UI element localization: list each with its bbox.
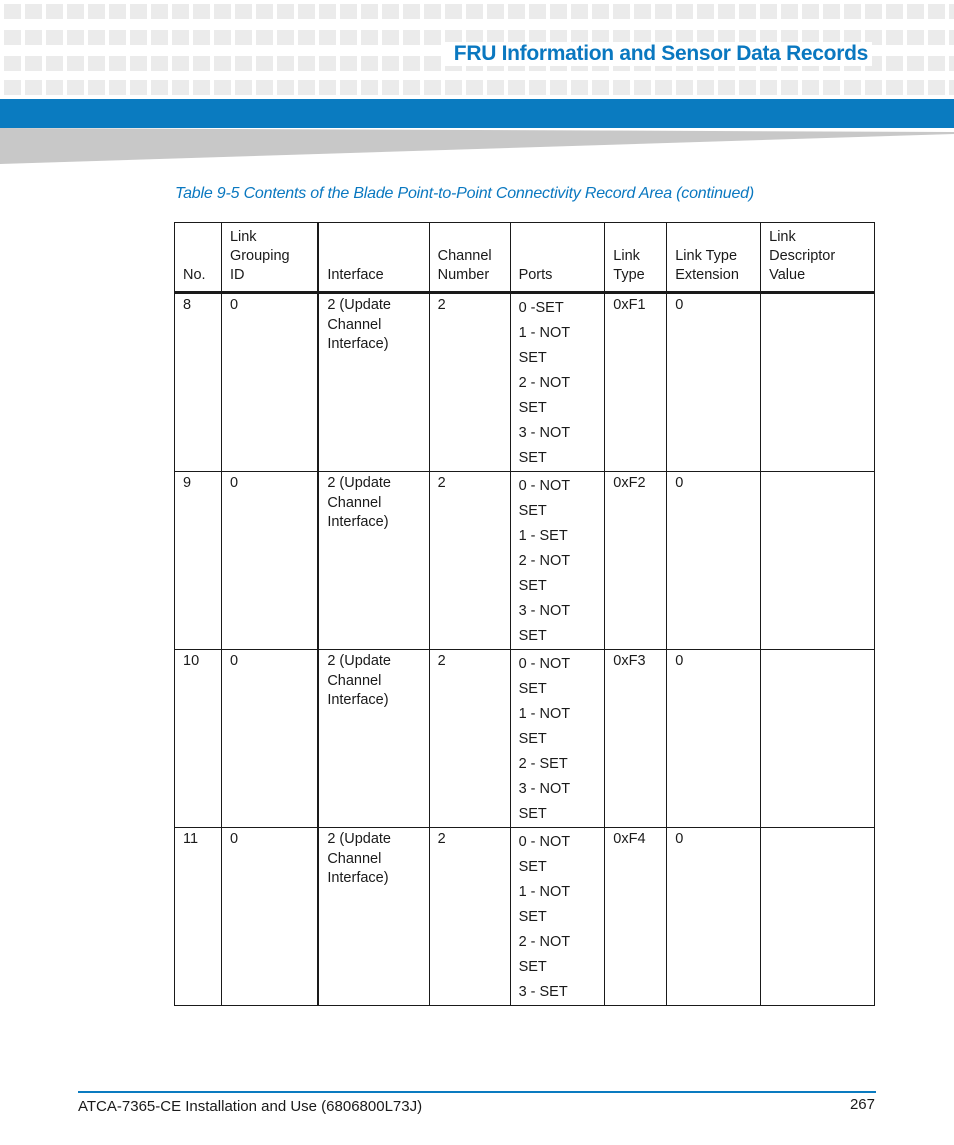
ports-line: 2 - NOT SET (518, 375, 570, 416)
decorative-square (592, 80, 609, 95)
column-header-line: Grouping (229, 248, 290, 264)
header-gray-wedge (0, 128, 954, 164)
cell-ports (510, 828, 605, 1006)
decorative-square (886, 30, 903, 45)
decorative-square (466, 80, 483, 95)
decorative-square (466, 4, 483, 19)
running-header-title: FRU Information and Sensor Data Records (444, 42, 872, 66)
interface-line: 2 (Update (327, 475, 391, 491)
table-row (175, 293, 875, 472)
decorative-square (130, 30, 147, 45)
column-header-line: Descriptor (769, 248, 836, 264)
table-row (175, 828, 875, 1006)
interface-line: Interface) (327, 514, 389, 530)
table-header-row (175, 223, 875, 293)
decorative-square (655, 4, 672, 19)
decorative-square (109, 56, 126, 71)
ports-line: 3 - NOT SET (518, 781, 570, 822)
decorative-square (613, 4, 630, 19)
column-header-line: Link Type (675, 248, 738, 264)
decorative-square (340, 80, 357, 95)
decorative-square (529, 80, 546, 95)
decorative-square (277, 30, 294, 45)
decorative-square (865, 80, 882, 95)
decorative-square (907, 80, 924, 95)
decorative-square (886, 4, 903, 19)
decorative-square (130, 4, 147, 19)
decorative-square (634, 80, 651, 95)
decorative-square (403, 56, 420, 71)
interface-line: Channel (327, 494, 382, 511)
ports-line: 0 -SET (518, 300, 564, 316)
column-header-line: Value (769, 267, 806, 283)
decorative-square (403, 30, 420, 45)
decorative-square (67, 80, 84, 95)
decorative-square (109, 4, 126, 19)
decorative-square (235, 30, 252, 45)
decorative-square (172, 56, 189, 71)
column-header (510, 223, 605, 293)
column-header-line: No. (183, 267, 206, 283)
cell-channel: 2 (429, 293, 510, 472)
decorative-square (46, 30, 63, 45)
interface-line: Channel (327, 850, 382, 867)
decorative-square (949, 80, 954, 95)
decorative-square (151, 30, 168, 45)
cell-group: 0 (221, 650, 318, 828)
decorative-square (361, 30, 378, 45)
decorative-square (676, 80, 693, 95)
decorative-square (445, 80, 462, 95)
decorative-square (424, 30, 441, 45)
decorative-square (907, 4, 924, 19)
decorative-square (193, 80, 210, 95)
cell-desc (761, 293, 875, 472)
decorative-square (25, 80, 42, 95)
decorative-square (382, 4, 399, 19)
decorative-square (802, 80, 819, 95)
decorative-square (823, 80, 840, 95)
footer-rule (78, 1091, 876, 1093)
header-blue-bar (0, 99, 954, 128)
decorative-square (823, 4, 840, 19)
decorative-square (25, 30, 42, 45)
decorative-square (487, 80, 504, 95)
decorative-square (949, 56, 954, 71)
decorative-square (781, 80, 798, 95)
interface-line: 2 (Update (327, 297, 391, 313)
ports-line: 0 - NOT SET (518, 478, 570, 519)
cell-interface (318, 650, 429, 828)
decorative-square (25, 4, 42, 19)
cell-type: 0xF1 (605, 293, 667, 472)
decorative-square (487, 4, 504, 19)
decorative-square (613, 80, 630, 95)
column-header-line: Type (613, 267, 645, 283)
decorative-square (760, 4, 777, 19)
decorative-square (214, 30, 231, 45)
decorative-square (844, 80, 861, 95)
decorative-square (592, 4, 609, 19)
cell-type: 0xF2 (605, 472, 667, 650)
ports-line: 2 - NOT SET (518, 553, 570, 594)
decorative-square (403, 4, 420, 19)
decorative-square (802, 4, 819, 19)
column-header (667, 223, 761, 293)
cell-desc (761, 472, 875, 650)
interface-line: 2 (Update (327, 653, 391, 669)
decorative-square (109, 80, 126, 95)
decorative-square (571, 4, 588, 19)
cell-channel: 2 (429, 650, 510, 828)
decorative-square (67, 4, 84, 19)
cell-no: 9 (175, 472, 222, 650)
cell-ext: 0 (667, 472, 761, 650)
cell-ports (510, 472, 605, 650)
cell-ports (510, 293, 605, 472)
decorative-square (256, 80, 273, 95)
decorative-square (25, 56, 42, 71)
decorative-square (424, 56, 441, 71)
decorative-square (46, 80, 63, 95)
cell-no: 10 (175, 650, 222, 828)
decorative-square (424, 80, 441, 95)
decorative-square (214, 80, 231, 95)
decorative-square (319, 4, 336, 19)
decorative-square (277, 4, 294, 19)
decorative-square (256, 56, 273, 71)
ports-line: 0 - NOT SET (518, 834, 570, 875)
decorative-square (4, 80, 21, 95)
decorative-square (907, 30, 924, 45)
ports-line: 3 - NOT SET (518, 425, 570, 466)
decorative-square (571, 80, 588, 95)
decorative-square (907, 56, 924, 71)
ports-line: 3 - SET (518, 984, 568, 1000)
table-caption: Table 9-5 Contents of the Blade Point-to-Point Connectivity Record Area (continued) (175, 185, 754, 202)
decorative-square (340, 56, 357, 71)
decorative-square (277, 80, 294, 95)
decorative-square (655, 80, 672, 95)
decorative-square (865, 4, 882, 19)
decorative-square (193, 4, 210, 19)
footer-document-title: ATCA-7365-CE Installation and Use (6806800L73J) (78, 1098, 423, 1115)
column-header (761, 223, 875, 293)
decorative-square (4, 30, 21, 45)
decorative-square (844, 4, 861, 19)
column-header-line: Extension (675, 267, 739, 283)
decorative-square (298, 30, 315, 45)
decorative-square (697, 80, 714, 95)
page-number: 267 (849, 1096, 875, 1113)
decorative-square (760, 80, 777, 95)
decorative-square (676, 4, 693, 19)
column-header-line: Link (613, 248, 640, 264)
decorative-square (718, 4, 735, 19)
decorative-square (319, 56, 336, 71)
decorative-square (886, 80, 903, 95)
decorative-square (340, 30, 357, 45)
column-header (318, 223, 429, 293)
cell-channel: 2 (429, 828, 510, 1006)
decorative-square (424, 4, 441, 19)
cell-ext: 0 (667, 650, 761, 828)
decorative-square (277, 56, 294, 71)
interface-line: Channel (327, 672, 382, 689)
decorative-square (88, 56, 105, 71)
table-row (175, 650, 875, 828)
decorative-square (172, 80, 189, 95)
ports-line: 1 - NOT SET (518, 706, 570, 747)
decorative-square (172, 30, 189, 45)
cell-ext: 0 (667, 828, 761, 1006)
decorative-square (256, 30, 273, 45)
decorative-square (697, 4, 714, 19)
decorative-square (193, 30, 210, 45)
decorative-square (109, 30, 126, 45)
decorative-square (235, 4, 252, 19)
decorative-square (382, 30, 399, 45)
cell-channel: 2 (429, 472, 510, 650)
decorative-square (403, 80, 420, 95)
decorative-square (46, 56, 63, 71)
table-row (175, 472, 875, 650)
decorative-square (214, 56, 231, 71)
decorative-square (382, 56, 399, 71)
interface-line: Interface) (327, 870, 389, 886)
decorative-square (361, 56, 378, 71)
cell-interface (318, 293, 429, 472)
decorative-square (256, 4, 273, 19)
decorative-square (298, 4, 315, 19)
interface-line: Interface) (327, 336, 389, 352)
decorative-square (361, 80, 378, 95)
decorative-square (235, 80, 252, 95)
decorative-square (298, 56, 315, 71)
column-header (605, 223, 667, 293)
interface-line: Interface) (327, 692, 389, 708)
column-header-line: Ports (518, 267, 553, 283)
decorative-square (361, 4, 378, 19)
cell-type: 0xF4 (605, 828, 667, 1006)
cell-group: 0 (221, 472, 318, 650)
decorative-square (67, 30, 84, 45)
column-header-line: Interface (327, 267, 384, 283)
decorative-square (151, 56, 168, 71)
table-body (175, 293, 875, 1006)
decorative-square (88, 30, 105, 45)
decorative-square (130, 80, 147, 95)
cell-no: 11 (175, 828, 222, 1006)
decorative-square (67, 56, 84, 71)
decorative-square (151, 4, 168, 19)
decorative-square (172, 4, 189, 19)
ports-line: 1 - SET (518, 528, 568, 544)
cell-interface (318, 828, 429, 1006)
decorative-square (130, 56, 147, 71)
decorative-square (4, 4, 21, 19)
decorative-square (718, 80, 735, 95)
decorative-square (550, 4, 567, 19)
decorative-square (928, 4, 945, 19)
decorative-square (739, 80, 756, 95)
decorative-square (88, 80, 105, 95)
decorative-square (46, 4, 63, 19)
decorative-square (319, 30, 336, 45)
decorative-square (550, 80, 567, 95)
column-header-line: Channel (437, 248, 492, 264)
ports-line: 0 - NOT SET (518, 656, 570, 697)
decorative-square (214, 4, 231, 19)
column-header (221, 223, 318, 293)
decorative-square (235, 56, 252, 71)
column-header-line: Link (229, 229, 257, 245)
cell-group: 0 (221, 828, 318, 1006)
decorative-square (508, 4, 525, 19)
decorative-square (928, 30, 945, 45)
decorative-square (319, 80, 336, 95)
cell-ext: 0 (667, 293, 761, 472)
decorative-square (886, 56, 903, 71)
decorative-square (4, 56, 21, 71)
connectivity-table (174, 222, 875, 1006)
decorative-square (634, 4, 651, 19)
ports-line: 1 - NOT SET (518, 325, 570, 366)
cell-desc (761, 650, 875, 828)
cell-desc (761, 828, 875, 1006)
column-header-line: Link (769, 229, 796, 245)
decorative-square (508, 80, 525, 95)
decorative-square (382, 80, 399, 95)
decorative-square (781, 4, 798, 19)
cell-interface (318, 472, 429, 650)
ports-line: 1 - NOT SET (518, 884, 570, 925)
decorative-square (340, 4, 357, 19)
column-header-line: Number (437, 267, 490, 283)
interface-line: 2 (Update (327, 831, 391, 847)
interface-line: Channel (327, 316, 382, 333)
column-header (175, 223, 222, 293)
cell-no: 8 (175, 293, 222, 472)
cell-group: 0 (221, 293, 318, 472)
decorative-square (949, 4, 954, 19)
ports-line: 2 - NOT SET (518, 934, 570, 975)
decorative-square (739, 4, 756, 19)
column-header (429, 223, 510, 293)
decorative-square (928, 80, 945, 95)
ports-line: 2 - SET (518, 756, 568, 772)
decorative-square (151, 80, 168, 95)
ports-line: 3 - NOT SET (518, 603, 570, 644)
cell-type: 0xF3 (605, 650, 667, 828)
column-header-line: ID (229, 267, 245, 283)
decorative-square (529, 4, 546, 19)
decorative-square (88, 4, 105, 19)
decorative-square (928, 56, 945, 71)
decorative-square (949, 30, 954, 45)
decorative-square (298, 80, 315, 95)
decorative-square (445, 4, 462, 19)
cell-ports (510, 650, 605, 828)
decorative-square (193, 56, 210, 71)
